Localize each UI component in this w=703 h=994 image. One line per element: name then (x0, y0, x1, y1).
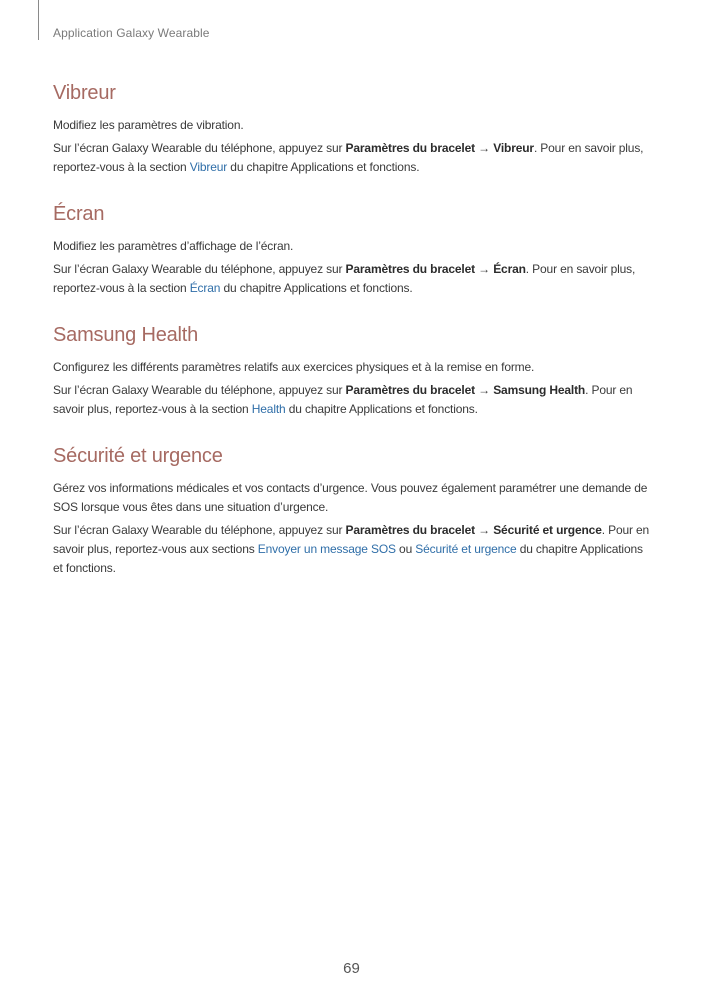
menu-path-settings: Paramètres du bracelet (345, 141, 475, 155)
link-ecran[interactable]: Écran (189, 281, 221, 295)
section-heading: Écran (53, 203, 105, 225)
arrow-icon: → (474, 262, 494, 276)
instruction-text: du chapitre Applications et fonctions. (53, 542, 643, 575)
menu-path-settings: Paramètres du bracelet (345, 262, 475, 276)
section-ecran (53, 201, 653, 298)
arrow-icon: → (474, 383, 494, 397)
instruction-text: . Pour en savoir plus, reportez-vous aux sections (53, 523, 650, 556)
instruction-text: ou (395, 542, 416, 556)
instruction-text: Sur l’écran Galaxy Wearable du téléphone, appuyez sur (53, 141, 346, 155)
link-securite-urgence[interactable]: Sécurité et urgence (415, 542, 517, 556)
section-instructions (53, 139, 653, 177)
section-instructions (53, 381, 653, 419)
instruction-text: Sur l’écran Galaxy Wearable du téléphone, appuyez sur (53, 262, 346, 276)
link-health[interactable]: Health (251, 402, 286, 416)
link-envoyer-sos[interactable]: Envoyer un message SOS (257, 542, 396, 556)
arrow-icon: → (474, 523, 494, 537)
running-header: Application Galaxy Wearable (53, 26, 210, 40)
menu-path-item: Écran (493, 262, 526, 276)
menu-path-item: Samsung Health (493, 383, 586, 397)
arrow-icon: → (474, 141, 494, 155)
header-divider (38, 0, 39, 40)
instruction-text: Sur l’écran Galaxy Wearable du téléphone, appuyez sur (53, 523, 346, 537)
instruction-text: du chapitre Applications et fonctions. (285, 402, 478, 416)
section-samsung-health (53, 322, 653, 419)
instruction-text: . Pour en savoir plus, reportez-vous à la section (53, 383, 633, 416)
section-heading: Samsung Health (53, 324, 199, 346)
menu-path-item: Vibreur (493, 141, 534, 155)
instruction-text: Sur l’écran Galaxy Wearable du téléphone, appuyez sur (53, 383, 346, 397)
instruction-text: . Pour en savoir plus, reportez-vous à la section (53, 262, 636, 295)
section-heading: Vibreur (53, 82, 116, 104)
instruction-text: du chapitre Applications et fonctions. (227, 160, 420, 174)
instruction-text: . Pour en savoir plus, reportez-vous à la section (53, 141, 644, 174)
section-description: Configurez les différents paramètres relatifs aux exercices physiques et à la remise en forme. (53, 360, 535, 374)
section-description: Modifiez les paramètres d’affichage de l’écran. (53, 239, 294, 253)
link-vibreur[interactable]: Vibreur (189, 160, 228, 174)
instruction-text: du chapitre Applications et fonctions. (220, 281, 413, 295)
page-number: 69 (343, 960, 360, 977)
page-content (53, 80, 653, 602)
menu-path-settings: Paramètres du bracelet (345, 523, 475, 537)
section-description: Gérez vos informations médicales et vos contacts d’urgence. Vous pouvez également paramétrer une demande de SOS lorsque vous êtes dans une situation d’urgence. (53, 481, 648, 514)
section-description: Modifiez les paramètres de vibration. (53, 118, 244, 132)
section-vibreur (53, 80, 653, 177)
section-instructions (53, 260, 653, 298)
menu-path-item: Sécurité et urgence (493, 523, 602, 537)
section-heading: Sécurité et urgence (53, 445, 223, 467)
section-instructions (53, 521, 653, 578)
section-securite-urgence (53, 443, 653, 578)
menu-path-settings: Paramètres du bracelet (345, 383, 475, 397)
